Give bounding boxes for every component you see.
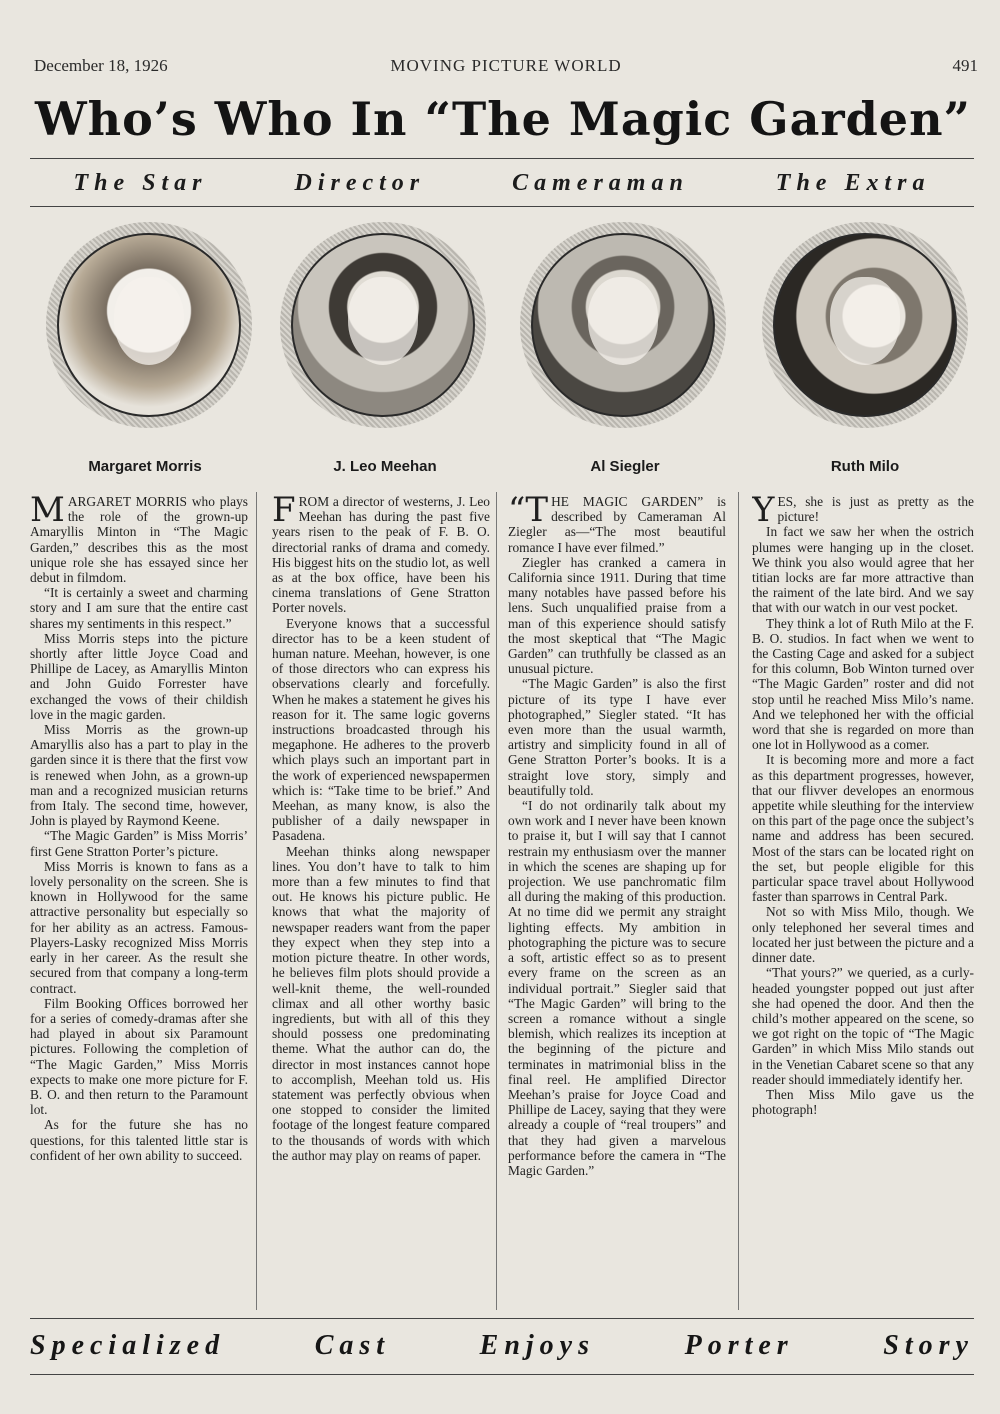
- article-paragraph: It is becoming more and more a fact as this department progresses, however, that our flivver developes an enormous appetite while sleuthing for the interview on this part of the page once the subject’s name and address has been secured. Most of the stars can be located right on the set, but people eligible for this particular space travel about Hollywood faster than sparrows in Central Park.: [752, 752, 974, 905]
- article-paragraph: “The Magic Garden” is Miss Morris’ first Gene Stratton Porter’s picture.: [30, 828, 248, 859]
- drop-cap: “T: [508, 494, 549, 530]
- article-paragraph: As for the future she has no questions, for this talented little star is confident of her own ability to succeed.: [30, 1117, 248, 1163]
- page-headline: Who’s Who In “The Magic Garden”: [35, 92, 971, 146]
- article-paragraph: Film Booking Offices borrowed her for a series of comedy-dramas after she had played in about six Paramount pictures. Following the completion of “The Magic Garden,” Miss Morris expects to make one more picture for F. B. O. and then return to the Paramount lot.: [30, 995, 248, 1118]
- article-paragraph: Everyone knows that a successful director has to be a keen student of human nature. Meehan, however, is one of those directors who can express his observations clearly and forcefully. When he makes a statement he gives his reason for it. The same logic governs instructions broadcasted through his megaphone. He adheres to the proverb which plays such an important part in the work of experienced newspapermen which is: “Take time to be brief.” And Meehan, as many know, is also the publisher of a daily newspaper in Pasadena.: [272, 615, 490, 844]
- column-director-article: [272, 494, 490, 1310]
- category-star: The Star: [73, 170, 208, 196]
- magazine-name: MOVING PICTURE WORLD: [390, 56, 622, 75]
- tagline-word: Porter: [684, 1330, 794, 1361]
- column-cameraman-article: [508, 494, 726, 1310]
- article-paragraph: “That yours?” we queried, as a curly-headed youngster popped out just after she had opened the door. And then the child’s mother appeared on the scene, so we got right on the topic of “The Magic Garden” in which Miss Milo stands out in the Venetian Cabaret scene so that any reader should immediately identify her.: [752, 965, 974, 1087]
- headline-rule: [30, 158, 974, 159]
- portrait-al-siegler: [520, 222, 726, 428]
- portrait-photo: [773, 233, 957, 417]
- column-divider: [496, 492, 497, 1310]
- article-paragraph: “It is certainly a sweet and charming story and I am sure that the entire cast shares my sentiments in this respect.”: [30, 585, 248, 631]
- article-paragraph: YES, she is just as pretty as the picture!: [752, 494, 974, 530]
- portrait-ruth-milo: [762, 222, 968, 428]
- running-header: [34, 56, 978, 80]
- portrait-photo: [291, 233, 475, 417]
- tagline-word: Story: [883, 1330, 974, 1361]
- name-director: J. Leo Meehan: [333, 458, 437, 475]
- portrait-face: [114, 277, 184, 365]
- article-paragraph: Ziegler has cranked a camera in California since 1911. During that time many notables have passed before his lens. Such unqualified praise from a man of this experience should satisfy the most skeptical that “The Magic Garden” can truthfully be classed as an unusual picture.: [508, 554, 726, 677]
- portrait-face: [348, 277, 418, 365]
- article-paragraph: In fact we saw her when the ostrich plumes were hanging up in the closet. We think you also would agree that her titian locks are far more attractive than the raiment of the late bird. And we say that with our watch in our vest pocket.: [752, 524, 974, 616]
- tagline-word: Enjoys: [479, 1330, 595, 1361]
- portrait-margaret-morris: [46, 222, 252, 428]
- drop-cap: Y: [752, 494, 775, 530]
- footer-rule: [30, 1318, 974, 1319]
- article-paragraph: Miss Morris as the grown-up Amaryllis also has a part to play in the garden since it is there that the first vow is renewed when John, as a grown-up man and a recognized musician returns from Italy. The second time, however, John is played by Raymond Keene.: [30, 722, 248, 829]
- tagline-word: Specialized: [30, 1330, 226, 1361]
- category-rule: [30, 206, 974, 207]
- category-extra: The Extra: [775, 170, 931, 196]
- article-paragraph: “THE MAGIC GARDEN” is described by Cameraman Al Ziegler as—“The most beautiful romance I have ever filmed.”: [508, 494, 726, 555]
- name-row: [30, 458, 974, 480]
- article-paragraph: Not so with Miss Milo, though. We only telephoned her several times and located her just between the picture and a dinner date.: [752, 904, 974, 966]
- category-row: [30, 170, 974, 204]
- name-extra: Ruth Milo: [830, 458, 900, 475]
- footer-tagline: [30, 1330, 974, 1370]
- article-paragraph: FROM a director of westerns, J. Leo Meehan has during the past five years risen to the peak of F. B. O. directorial ranks of drama and comedy. His biggest hits on the studio lot, as well as at the box office, have been his cinema translations of Gene Stratton Porter novels.: [272, 494, 490, 616]
- article-paragraph: Meehan thinks along newspaper lines. You don’t have to talk to him more than a few minutes to find that out. He knows his picture public. He knows that what the majority of newspaper readers want from the paper they expect when they step into a motion picture theatre. In other words, he believes film plots should provide a well-knit theme, the well-rounded climax and all other worthy basic ingredients, but with all of this they should possess one predominating theme. What the author can do, the director in most instances cannot hope to accomplish, Meehan told us. His statement was perfectly obvious when one stopped to consider the limited footage of the longest feature compared to the thousands of words with which the author may play on reams of paper.: [272, 843, 490, 1163]
- article-paragraph: Then Miss Milo gave us the photograph!: [752, 1086, 974, 1118]
- portrait-j-leo-meehan: [280, 222, 486, 428]
- drop-cap: F: [272, 494, 296, 530]
- portrait-face: [830, 277, 900, 365]
- issue-date: December 18, 1926: [34, 56, 168, 75]
- article-paragraph: Miss Morris is known to fans as a lovely personality on the screen. She is known in Hollywood for the same attractive personality but especially so for her ability as an actress. Famous-Players-Lasky recognized Miss Morris early in her career. As the result she secured from that company a long-term contract.: [30, 858, 248, 996]
- portrait-row: [30, 222, 974, 444]
- article-paragraph: Miss Morris steps into the picture shortly after little Joyce Coad and Phillipe de Lacey, as Amaryllis Minton and John Guido Forrester have exchanged the vows of their childish love in the magic garden.: [30, 630, 248, 722]
- column-divider: [256, 492, 257, 1310]
- portrait-photo: [57, 233, 241, 417]
- drop-cap: M: [30, 494, 65, 530]
- portrait-photo: [531, 233, 715, 417]
- column-star-article: [30, 494, 248, 1310]
- name-cameraman: Al Siegler: [590, 458, 660, 475]
- footer-rule-bottom: [30, 1374, 974, 1375]
- column-divider: [738, 492, 739, 1310]
- category-cameraman: Cameraman: [512, 170, 689, 196]
- portrait-face: [588, 277, 658, 365]
- tagline-word: Cast: [314, 1330, 391, 1361]
- article-paragraph: “The Magic Garden” is also the first picture of its type I have ever photographed,” Siegler stated. “It has even more than the usual warmth, artistry and simplicity found in all of Gene Stratton Porter’s books. It is a straight love story, simply and beautifully told.: [508, 676, 726, 798]
- name-star: Margaret Morris: [88, 458, 202, 475]
- article-paragraph: MARGARET MORRIS who plays the role of the grown-up Amaryllis Minton in “The Magic Garden,” describes this as the most unique role she has essayed since her debut in filmdom.: [30, 494, 248, 586]
- article-paragraph: They think a lot of Ruth Milo at the F. B. O. studios. In fact when we went to the Casting Cage and asked for a subject for this column, Bob Winton turned over “The Magic Garden” roster and did not stop until he reached Miss Milo’s name. And we telephoned her with the official word that she is regarded on more than one lot in Hollywood as a comer.: [752, 615, 974, 753]
- page-number: 491: [952, 56, 978, 75]
- column-extra-article: [752, 494, 974, 1310]
- article-paragraph: “I do not ordinarily talk about my own work and I never have been known to praise it, but I will say that I cannot restrain my enthusiasm over the manner in which the scenes are shaping up for projection. We use panchromatic film all during the making of this production. At no time did we permit any straight lighting effects. My ambition in photographing the picture was to secure a soft, artistic effect so as to present every frame on the screen as an individual portrait.” Siegler said that “The Magic Garden” will bring to the screen a romance without a single blemish, which realizes its inception at the beginning of the picture and terminates in matrimonial bliss in the final reel. He amplified Director Meehan’s praise for Joyce Coad and Phillipe de Lacey, saying that they were already a couple of “real troupers” and that they had given a marvelous performance before the camera in “The Magic Garden.”: [508, 798, 726, 1178]
- category-director: Director: [294, 170, 426, 196]
